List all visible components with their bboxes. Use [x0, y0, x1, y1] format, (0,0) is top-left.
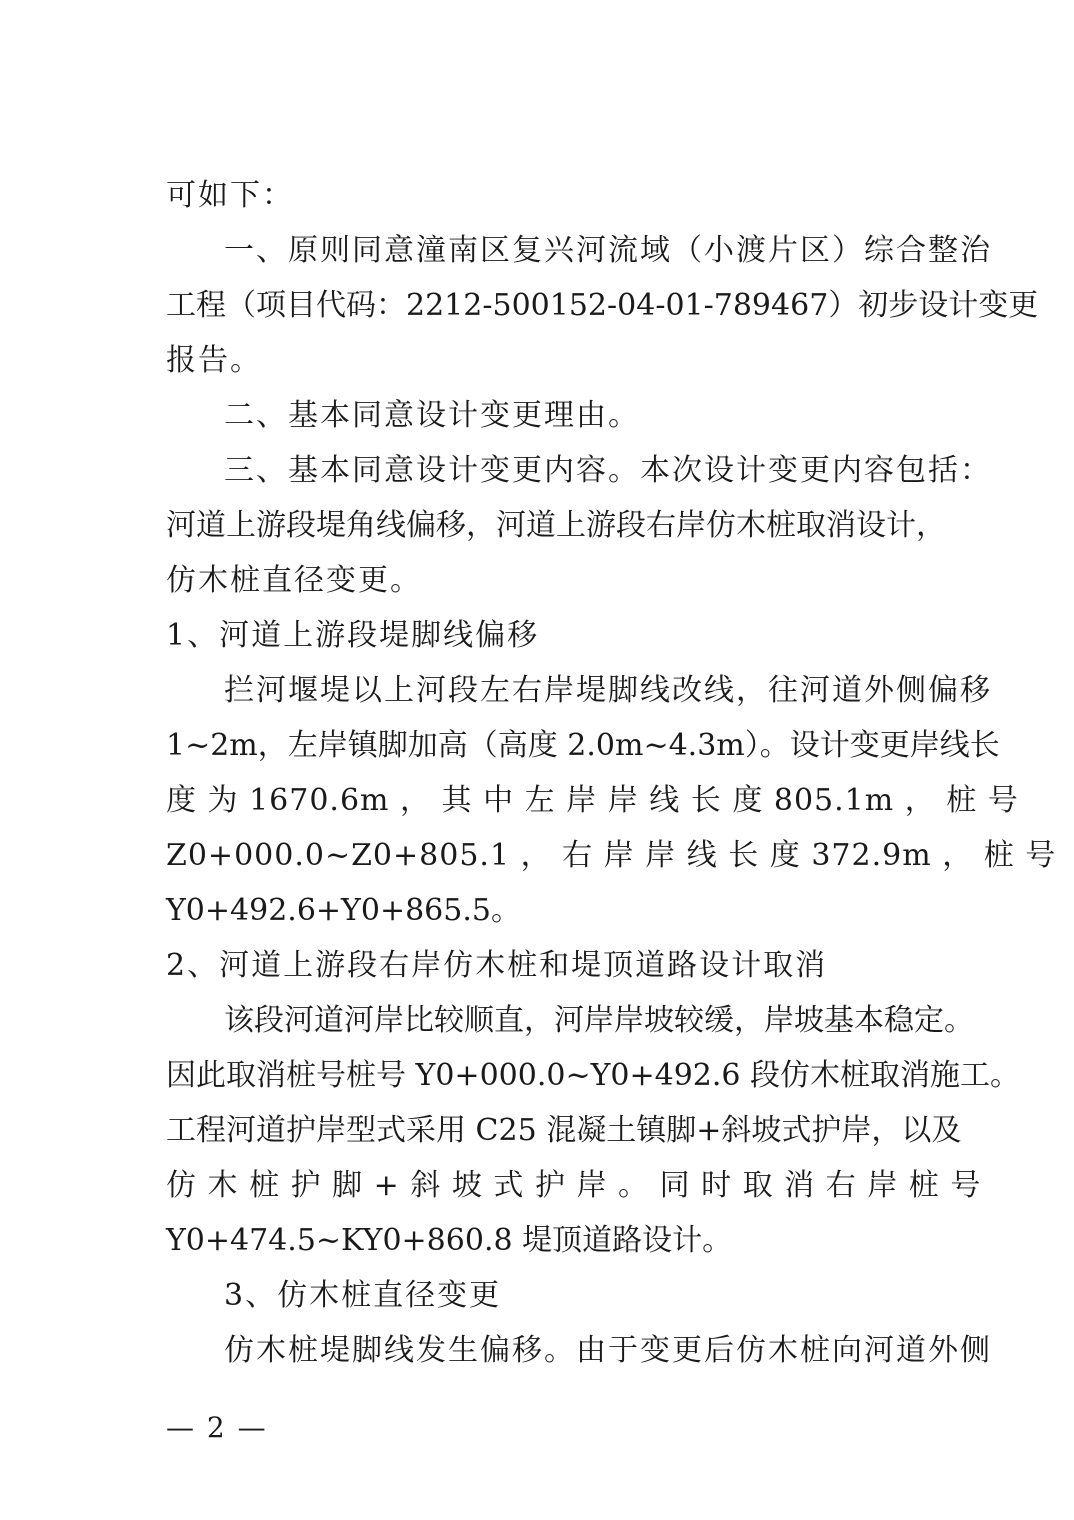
- text-line: 报告。: [166, 343, 262, 378]
- text-line: Y0+474.5~KY0+860.8 堤顶道路设计。: [166, 1223, 733, 1258]
- section-heading: 1、河道上游段堤脚线偏移: [166, 618, 540, 653]
- text-line: 仿 木 桩 护 脚 + 斜 坡 式 护 岸 。 同 时 取 消 右 岸 桩 号: [166, 1168, 982, 1203]
- section-heading: 3、仿木桩直径变更: [224, 1278, 502, 1313]
- text-line: 可如下：: [166, 178, 294, 213]
- text-line: Y0+492.6+Y0+865.5。: [166, 893, 521, 928]
- text-line: 三、基本同意设计变更内容。本次设计变更内容包括：: [224, 453, 992, 488]
- text-line: 度 为 1670.6m ， 其 中 左 岸 岸 线 长 度 805.1m ， 桩 号: [166, 783, 1019, 818]
- text-line: 拦河堰堤以上河段左右岸堤脚线改线，往河道外侧偏移: [224, 673, 992, 708]
- text-line: 因此取消桩号桩号 Y0+000.0~Y0+492.6 段仿木桩取消施工。: [166, 1058, 1021, 1093]
- body-text: [166, 168, 1057, 1378]
- text-line: 1~2m，左岸镇脚加高（高度 2.0m~4.3m）。设计变更岸线长: [166, 728, 1000, 763]
- text-line: 河道上游段堤角线偏移，河道上游段右岸仿木桩取消设计，: [166, 508, 946, 543]
- text-line: Z0+000.0~Z0+805.1 ， 右 岸 岸 线 长 度 372.9m ， 桩 号: [166, 838, 1057, 873]
- text-line: 二、基本同意设计变更理由。: [224, 398, 640, 433]
- text-line: 该段河道河岸比较顺直，河岸岸坡较缓，岸坡基本稳定。: [224, 1003, 974, 1038]
- page-number: — 2 —: [166, 1411, 268, 1444]
- text-line: 一、原则同意潼南区复兴河流域（小渡片区）综合整治: [224, 233, 992, 268]
- text-line: 工程河道护岸型式采用 C25 混凝土镇脚+斜坡式护岸，以及: [166, 1113, 962, 1148]
- text-line: 仿木桩堤脚线发生偏移。由于变更后仿木桩向河道外侧: [224, 1333, 992, 1368]
- text-line: 仿木桩直径变更。: [166, 563, 422, 598]
- section-heading: 2、河道上游段右岸仿木桩和堤顶道路设计取消: [166, 948, 828, 983]
- text-line: 工程（项目代码：2212-500152-04-01-789467）初步设计变更: [166, 288, 1039, 323]
